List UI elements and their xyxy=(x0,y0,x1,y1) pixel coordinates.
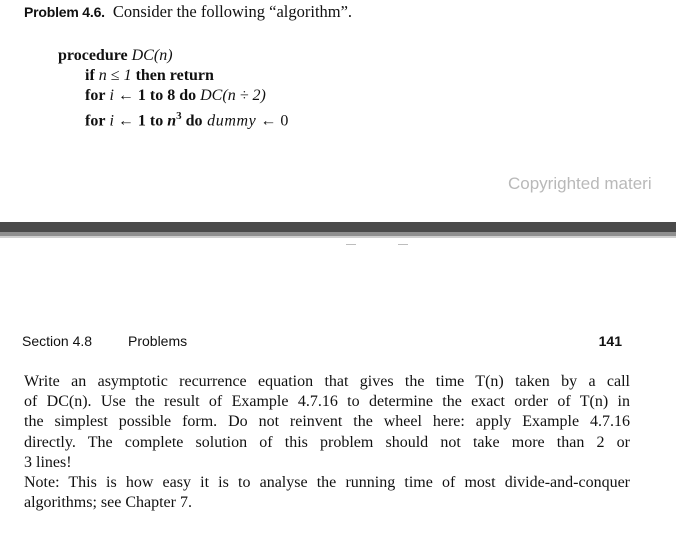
code-line-for-recursive xyxy=(58,86,288,106)
problem-label: Problem 4.6. xyxy=(24,4,105,20)
keyword-if: if xyxy=(85,67,95,84)
loop-bound-exponent: 3 xyxy=(176,110,182,122)
recursive-call: DC xyxy=(196,87,223,104)
dummy-assign: ← 0 xyxy=(256,112,289,130)
page-edge-mark xyxy=(346,244,356,245)
assign-arrow: ← xyxy=(113,112,138,130)
code-line-procedure xyxy=(58,46,288,66)
body-line: Note: This is how easy it is to analyse the running time of most divide-and-conquer xyxy=(24,473,630,491)
body-line: of DC(n). Use the result of Example 4.7.16 to determine the exact order of T(n) in xyxy=(24,393,630,411)
page-divider-highlight xyxy=(0,236,676,238)
body-line: directly. The complete solution of this problem should not take more than 2 or xyxy=(24,433,630,451)
problem-text: Consider the following “algorithm”. xyxy=(112,2,353,21)
copyright-watermark: Copyrighted materi xyxy=(508,174,652,193)
procedure-arg: (n) xyxy=(153,47,173,64)
loop-var: i xyxy=(105,87,114,104)
problem-heading xyxy=(24,2,352,22)
body-line: Write an asymptotic recurrence equation that gives the time T(n) taken by a call xyxy=(24,373,630,390)
if-condition: n ≤ 1 xyxy=(94,67,136,84)
code-line-for-dummy xyxy=(58,106,289,130)
section-number: Section 4.8 xyxy=(22,333,93,349)
dummy-var: dummy xyxy=(202,112,257,130)
loop-bound: n xyxy=(163,112,177,130)
loop-var: i xyxy=(105,112,114,130)
code-line-if xyxy=(58,66,288,86)
keyword-for: for xyxy=(85,112,106,130)
problem-body xyxy=(24,372,630,513)
loop-range: 1 to xyxy=(137,112,164,130)
keyword-then-return: then return xyxy=(135,67,214,84)
body-line: the simplest possible form. Do not reinvent the wheel here: apply Example 4.7.16 xyxy=(24,413,630,431)
assign-arrow: ← xyxy=(113,87,138,104)
recursive-args: (n ÷ 2) xyxy=(222,87,266,104)
section-title: Problems xyxy=(128,333,188,349)
page-number: 141 xyxy=(598,333,622,349)
keyword-procedure: procedure xyxy=(58,47,128,64)
procedure-name: DC xyxy=(127,47,154,64)
body-line: 3 lines! xyxy=(24,453,72,471)
loop-range: 1 to 8 do xyxy=(137,87,197,104)
keyword-do: do xyxy=(181,112,203,130)
body-line: algorithms; see Chapter 7. xyxy=(24,494,192,512)
page-divider xyxy=(0,222,676,232)
pseudocode-block xyxy=(58,46,289,130)
keyword-for: for xyxy=(85,87,106,104)
page-edge-mark xyxy=(398,244,408,245)
